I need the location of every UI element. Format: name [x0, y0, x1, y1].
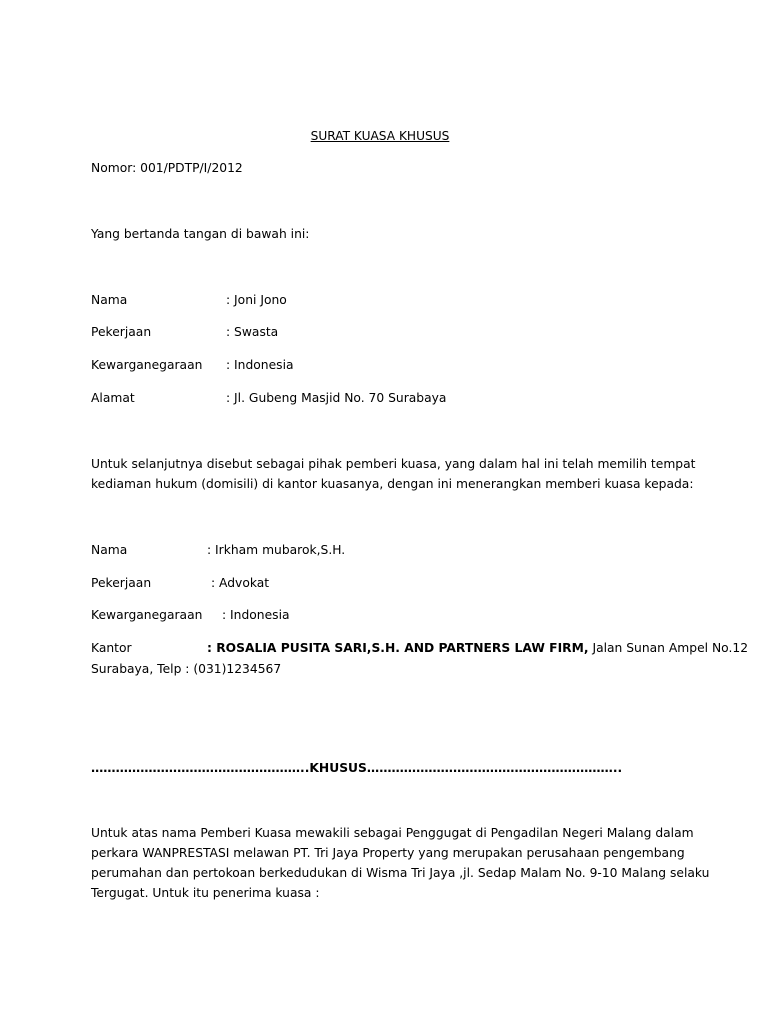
kantor-firm-name: : ROSALIA PUSITA SARI,S.H. AND PARTNERS LAW FIRM, [207, 641, 589, 655]
penerima-pekerjaan-value: : Advokat [211, 576, 270, 590]
intro-text: Yang bertanda tangan di bawah ini: [91, 227, 310, 241]
khusus-heading: ……………………………………………..KHUSUS…………………………………………………….. [91, 761, 623, 775]
document-number: Nomor: 001/PDTP/I/2012 [91, 161, 243, 175]
paragraph2-line3: perumahan dan pertokoan berkedudukan di Wisma Tri Jaya ,jl. Sedap Malam No. 9-10 Malang selaku [91, 866, 710, 880]
pemberi-nama-value: : Joni Jono [226, 293, 287, 307]
pemberi-alamat-value: : Jl. Gubeng Masjid No. 70 Surabaya [226, 391, 447, 405]
penerima-kantor-value [207, 640, 748, 656]
penerima-kewarganegaraan-label: Kewarganegaraan [91, 608, 203, 622]
pemberi-alamat-label: Alamat [91, 391, 135, 405]
penerima-pekerjaan-label: Pekerjaan [91, 576, 152, 590]
pemberi-kewarganegaraan-value: : Indonesia [226, 358, 294, 372]
document-title: SURAT KUASA KHUSUS [310, 129, 450, 143]
penerima-nama-value: : Irkham mubarok,S.H. [207, 543, 346, 557]
pemberi-pekerjaan-label: Pekerjaan [91, 325, 152, 339]
paragraph1-line1: Untuk selanjutnya disebut sebagai pihak pemberi kuasa, yang dalam hal ini telah memilih tempat [91, 457, 696, 471]
paragraph2-line2: perkara WANPRESTASI melawan PT. Tri Jaya Property yang merupakan perusahaan pengembang [91, 846, 685, 860]
penerima-kantor-line2: Surabaya, Telp : (031)1234567 [91, 662, 282, 676]
penerima-kantor-label: Kantor [91, 641, 132, 655]
pemberi-kewarganegaraan-label: Kewarganegaraan [91, 358, 203, 372]
paragraph1-line2: kediaman hukum (domisili) di kantor kuasanya, dengan ini menerangkan memberi kuasa kepada: [91, 477, 694, 491]
paragraph2-line1: Untuk atas nama Pemberi Kuasa mewakili sebagai Penggugat di Pengadilan Negeri Malang dalam [91, 826, 694, 840]
paragraph2-line4: Tergugat. Untuk itu penerima kuasa : [91, 886, 320, 900]
penerima-kewarganegaraan-value: : Indonesia [222, 608, 290, 622]
pemberi-nama-label: Nama [91, 293, 128, 307]
penerima-nama-label: Nama [91, 543, 128, 557]
kantor-address: Jalan Sunan Ampel No.12 [588, 641, 749, 655]
pemberi-pekerjaan-value: : Swasta [226, 325, 279, 339]
